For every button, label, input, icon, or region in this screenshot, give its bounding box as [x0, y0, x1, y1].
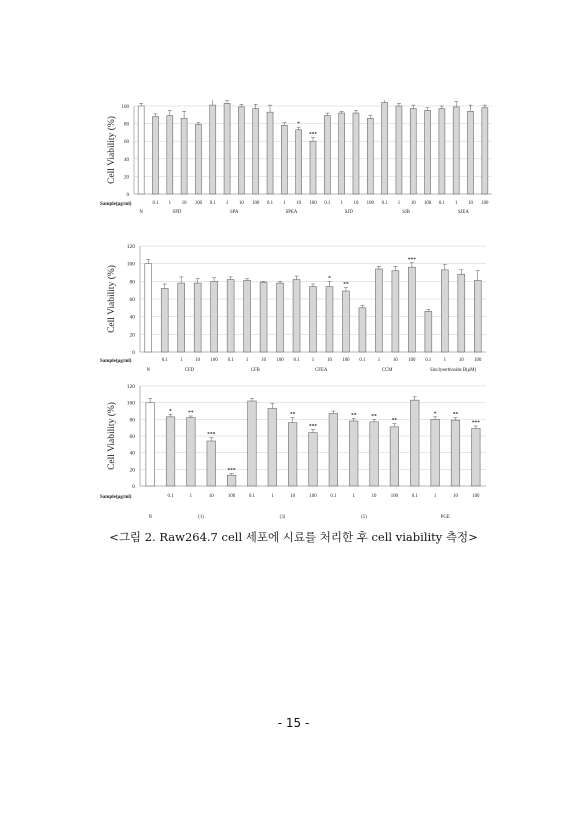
dose-label: 10 [195, 358, 201, 363]
dose-label: 0.1 [359, 358, 366, 363]
dose-label: 10 [468, 201, 473, 206]
dose-label: 1 [377, 358, 381, 363]
bar [267, 112, 273, 194]
dose-label: 10 [327, 358, 332, 363]
group-label: N [148, 515, 152, 520]
chart-panel-3 [100, 376, 496, 524]
significance-label: *** [308, 131, 318, 138]
y-tick-label: 40 [129, 450, 135, 457]
group-label: CFD [184, 368, 195, 373]
bar [310, 287, 317, 352]
dose-label: 0.1 [425, 358, 432, 363]
bar [367, 118, 373, 194]
bar [293, 280, 300, 352]
significance-label: ** [350, 412, 357, 419]
dose-label: 0.1 [267, 201, 274, 206]
group-label: SPA [230, 210, 239, 215]
bar [439, 109, 445, 194]
dose-label: 0.1 [161, 358, 168, 363]
bar [238, 107, 244, 194]
bar [277, 283, 284, 352]
y-tick-label: 60 [124, 140, 129, 146]
significance-label: * [297, 121, 301, 128]
bar [138, 106, 144, 194]
bar [161, 288, 168, 352]
dose-label: 1 [397, 201, 401, 206]
y-tick-label: 40 [129, 314, 135, 321]
group-label: CFEA [315, 368, 328, 373]
dose-label: 1 [271, 494, 274, 499]
bar [187, 418, 196, 486]
chart-panel-1 [100, 100, 496, 218]
bar [195, 124, 201, 194]
chart-panel-2 [100, 224, 496, 380]
significance-label: ** [391, 417, 398, 424]
y-axis-label: Cell Viability (%) [107, 265, 117, 333]
y-tick-label: 0 [132, 484, 135, 490]
bar [342, 291, 349, 352]
group-label: CFB [250, 368, 260, 373]
bar [375, 269, 382, 352]
dose-label: 0.1 [152, 201, 159, 206]
dose-label: 1 [311, 358, 315, 363]
dose-label: 10 [181, 201, 187, 206]
dose-label: 100 [408, 358, 416, 363]
bar [181, 118, 187, 194]
group-label: (3) [279, 515, 286, 520]
bar [145, 264, 152, 352]
bar [425, 110, 431, 194]
significance-label: ** [343, 281, 349, 288]
bar [474, 280, 481, 352]
bar [396, 106, 402, 194]
dose-label: 100 [390, 494, 399, 499]
y-tick-label: 0 [126, 193, 129, 198]
significance-label: * [433, 410, 437, 417]
dose-label: 0.1 [293, 358, 300, 363]
dose-label: 10 [208, 494, 214, 499]
group-label: CCM [381, 368, 393, 373]
dose-label: 1 [433, 494, 437, 499]
dose-label: 10 [458, 358, 464, 363]
bar [329, 414, 338, 487]
bar [146, 403, 155, 486]
y-tick-label: 40 [124, 157, 129, 163]
dose-label: 0.1 [324, 201, 331, 206]
significance-label: *** [308, 423, 318, 430]
bar [326, 287, 333, 352]
y-tick-label: 100 [121, 105, 129, 110]
cell-viability-chart-1 [100, 100, 496, 218]
bar [248, 401, 257, 486]
bar [167, 116, 173, 194]
dose-label: 100 [423, 201, 432, 206]
bar [453, 107, 459, 194]
bar [288, 423, 297, 486]
y-tick-label: 120 [126, 244, 135, 250]
dose-label: 10 [290, 494, 296, 499]
group-label: (5) [361, 515, 367, 520]
cell-viability-chart-3 [100, 376, 496, 524]
bar [227, 475, 236, 486]
bar [152, 117, 158, 194]
dose-label: 1 [454, 201, 458, 206]
bar [194, 283, 201, 352]
bar [296, 130, 302, 194]
bar [281, 125, 287, 194]
dose-label: 100 [227, 494, 236, 499]
dose-label: 100 [252, 201, 260, 206]
dose-label: 10 [371, 494, 377, 499]
dose-label: 100 [309, 201, 317, 206]
dose-label: 10 [239, 201, 244, 206]
dose-label: 10 [296, 201, 302, 206]
group-label: SPD [172, 210, 182, 215]
bar [227, 280, 234, 352]
dose-label: 1 [245, 358, 249, 363]
dose-label: 100 [366, 201, 374, 206]
bar [458, 274, 465, 352]
dose-label: 0.1 [248, 494, 255, 499]
sample-label: Sample(μg/ml) [100, 202, 132, 207]
bar [166, 417, 175, 486]
dose-label: 0.1 [167, 494, 174, 499]
bar [349, 421, 358, 486]
y-tick-label: 20 [124, 175, 129, 181]
dose-label: 0.1 [330, 494, 337, 499]
dose-label: 1 [168, 201, 172, 206]
sample-label: Sample(μg/ml) [100, 495, 132, 500]
bar [468, 111, 474, 194]
y-tick-label: 60 [129, 434, 135, 440]
y-tick-label: 120 [126, 384, 135, 390]
dose-label: 1 [225, 201, 229, 206]
bar [244, 280, 251, 352]
group-label: PGE [440, 515, 450, 520]
y-tick-label: 100 [126, 400, 135, 407]
y-axis-label: Cell Viability (%) [107, 402, 117, 470]
dose-label: 0.1 [438, 201, 445, 206]
bar [370, 422, 379, 486]
significance-label: ** [452, 411, 459, 418]
bar [178, 283, 185, 352]
bar [210, 105, 216, 194]
group-label: SJB [402, 210, 410, 215]
sample-label: Sample(μg/ml) [100, 359, 132, 364]
group-label: SJEA [457, 210, 469, 215]
bar [431, 419, 440, 486]
bar [211, 281, 218, 352]
bar [410, 109, 416, 194]
significance-label: ** [188, 410, 194, 416]
cell-viability-chart-2 [100, 224, 496, 380]
dose-label: 100 [481, 201, 489, 206]
dose-label: 100 [276, 358, 284, 363]
bar [359, 308, 366, 352]
dose-label: 1 [189, 494, 193, 499]
bar [451, 420, 460, 486]
y-tick-label: 80 [124, 122, 129, 128]
dose-label: 0.1 [209, 201, 216, 206]
bar [260, 282, 267, 352]
bar [353, 113, 359, 194]
bar [392, 271, 399, 352]
y-tick-label: 20 [129, 467, 135, 474]
dose-label: 100 [342, 358, 350, 363]
page-number: - 15 - [277, 716, 310, 730]
y-axis-label: Cell Viability (%) [107, 116, 117, 184]
figure-caption: <그림 2. Raw264.7 cell 세포에 시료를 처리한 후 cell viability 측정> [109, 530, 478, 544]
y-tick-label: 20 [129, 332, 135, 339]
group-label: Sinclyserthoside B(μM) [429, 368, 477, 373]
dose-label: 100 [309, 494, 317, 499]
dose-label: 10 [353, 201, 359, 206]
bar [324, 116, 330, 194]
significance-label: ** [289, 411, 296, 418]
significance-label: *** [407, 256, 416, 263]
bar [382, 102, 388, 194]
bar [390, 427, 399, 486]
significance-label: *** [207, 431, 216, 438]
dose-label: 0.1 [227, 358, 234, 363]
significance-label: *** [227, 467, 236, 474]
bar [410, 400, 419, 486]
dose-label: 10 [392, 358, 398, 363]
significance-label: * [328, 275, 331, 282]
bar [472, 429, 481, 487]
bar [224, 103, 230, 194]
group-label: (1) [198, 515, 204, 520]
y-tick-label: 100 [126, 261, 135, 268]
bar [268, 409, 277, 487]
group-label: N [139, 210, 143, 215]
bar [310, 141, 316, 194]
y-tick-label: 80 [129, 279, 135, 286]
bar [309, 433, 318, 486]
dose-label: 0.1 [411, 494, 418, 499]
dose-label: 0.1 [381, 201, 388, 206]
dose-label: 100 [194, 201, 203, 206]
bar [207, 441, 216, 486]
dose-label: 10 [410, 201, 416, 206]
y-tick-label: 80 [129, 417, 135, 424]
dose-label: 1 [179, 358, 183, 363]
dose-label: 1 [340, 201, 343, 206]
dose-label: 100 [474, 358, 482, 363]
bar [482, 108, 488, 194]
dose-label: 10 [261, 358, 266, 363]
significance-label: *** [471, 420, 480, 426]
dose-label: 10 [453, 494, 458, 499]
dose-label: 1 [443, 358, 447, 363]
significance-label: * [169, 408, 172, 415]
bar [253, 109, 259, 194]
significance-label: ** [371, 413, 377, 420]
bar [339, 113, 345, 194]
dose-label: 100 [472, 494, 480, 499]
y-tick-label: 60 [129, 297, 135, 303]
group-label: N [146, 368, 150, 373]
group-label: SJD [344, 210, 353, 215]
dose-label: 1 [283, 201, 286, 206]
dose-label: 100 [210, 358, 218, 363]
bar [408, 267, 415, 352]
bar [425, 311, 432, 352]
y-tick-label: 0 [132, 350, 135, 356]
group-label: SPEA [285, 210, 298, 215]
bar [441, 270, 448, 352]
dose-label: 1 [352, 494, 355, 499]
